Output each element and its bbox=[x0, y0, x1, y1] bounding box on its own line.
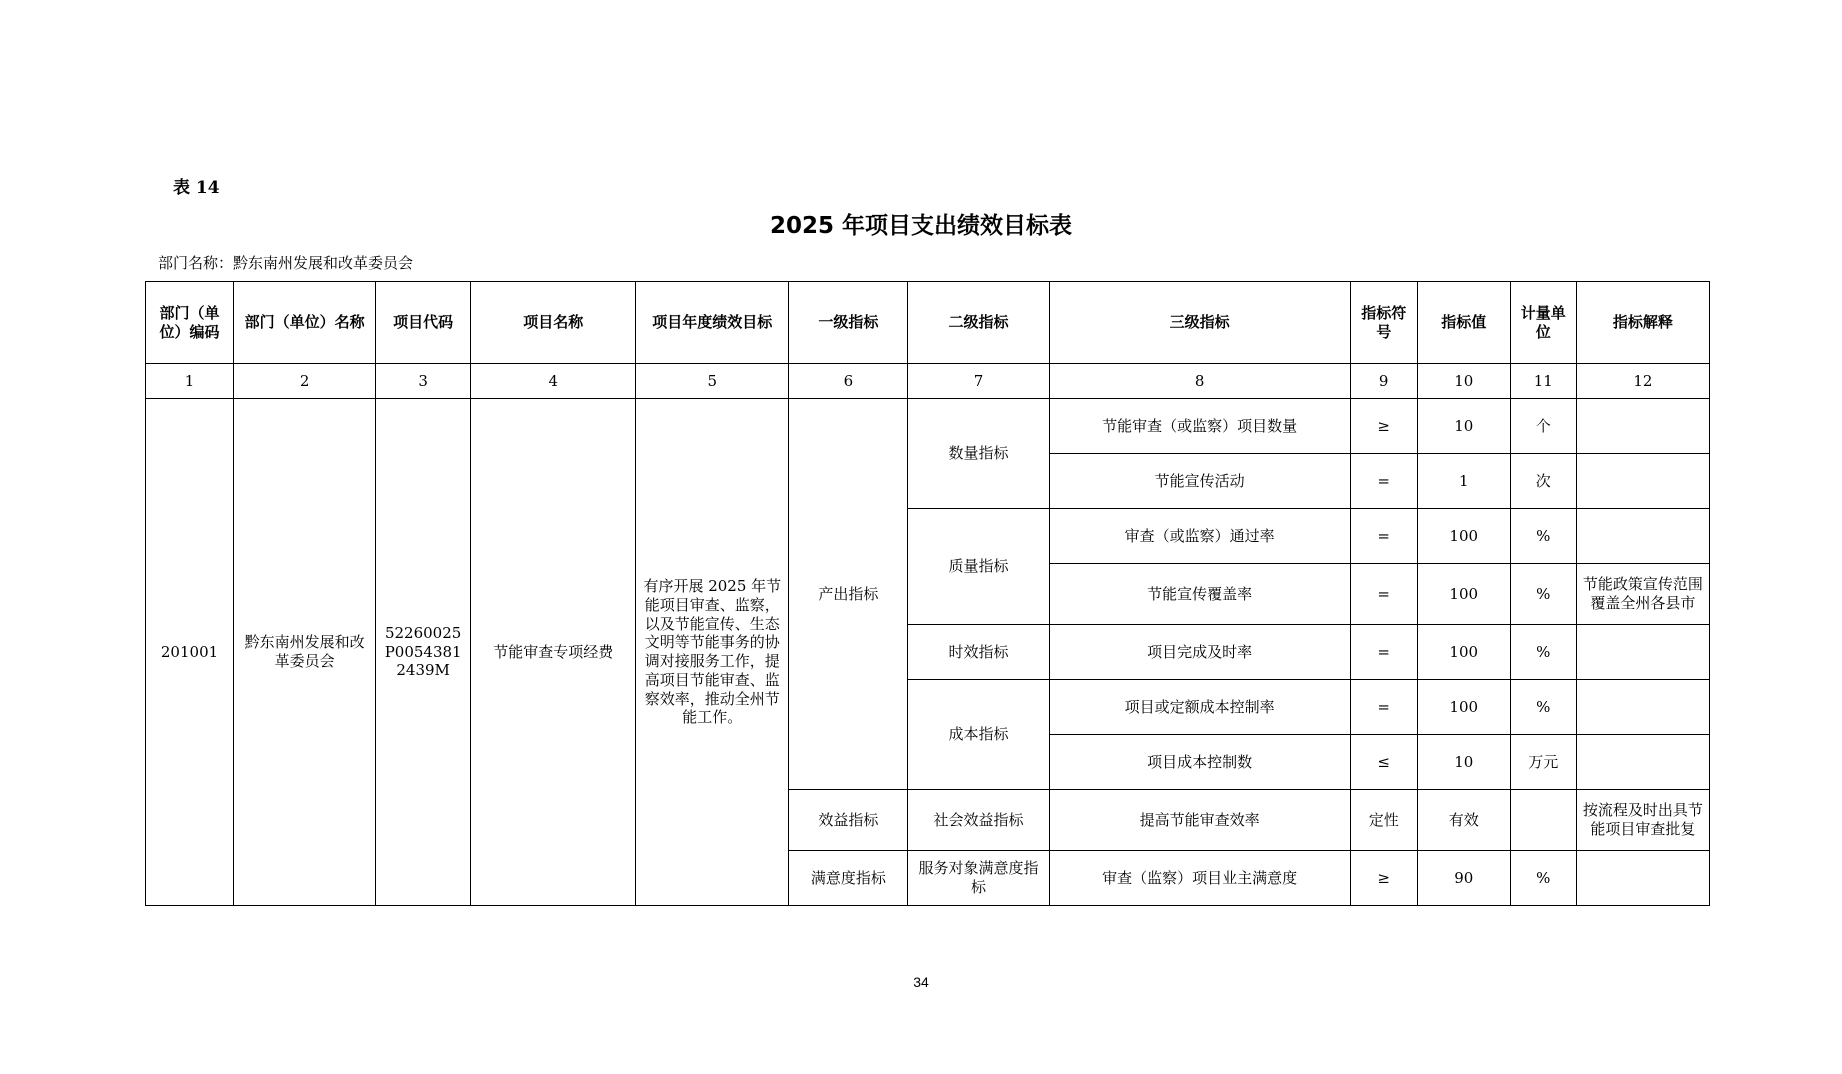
unit-cell bbox=[1510, 790, 1576, 851]
indicator-cell: 项目完成及时率 bbox=[1049, 625, 1350, 680]
header-annual-goal: 项目年度绩效目标 bbox=[636, 282, 789, 364]
indicator-cell: 审查（或监察）通过率 bbox=[1049, 509, 1350, 564]
symbol-cell: ≥ bbox=[1350, 851, 1417, 906]
department-line: 部门名称：黔东南州发展和改革委员会 bbox=[158, 254, 414, 272]
header-level1: 一级指标 bbox=[789, 282, 908, 364]
symbol-cell: = bbox=[1350, 454, 1417, 509]
indicator-cell: 审查（监察）项目业主满意度 bbox=[1049, 851, 1350, 906]
level2-quantity-cell: 数量指标 bbox=[908, 399, 1049, 509]
explain-cell: 按流程及时出具节能项目审查批复 bbox=[1576, 790, 1709, 851]
level1-output-cell: 产出指标 bbox=[789, 399, 908, 790]
explain-cell: 节能政策宣传范围覆盖全州各县市 bbox=[1576, 564, 1709, 625]
unit-cell: % bbox=[1510, 680, 1576, 735]
value-cell: 10 bbox=[1417, 399, 1510, 454]
header-dept-code: 部门（单位）编码 bbox=[146, 282, 234, 364]
annual-goal-cell: 有序开展 2025 年节能项目审查、监察，以及节能宣传、生态文明等节能事务的协调对接服务工作，提高项目节能审查、监察效率，推动全州节能工作。 bbox=[636, 399, 789, 906]
indicator-cell: 项目成本控制数 bbox=[1049, 735, 1350, 790]
index-cell: 4 bbox=[471, 364, 636, 399]
level2-timeliness-cell: 时效指标 bbox=[908, 625, 1049, 680]
index-cell: 5 bbox=[636, 364, 789, 399]
header-project-name: 项目名称 bbox=[471, 282, 636, 364]
indicator-cell: 节能宣传覆盖率 bbox=[1049, 564, 1350, 625]
header-level3: 三级指标 bbox=[1049, 282, 1350, 364]
level2-social-cell: 社会效益指标 bbox=[908, 790, 1049, 851]
symbol-cell: = bbox=[1350, 564, 1417, 625]
unit-cell: 次 bbox=[1510, 454, 1576, 509]
performance-table bbox=[145, 281, 1710, 906]
index-cell: 10 bbox=[1417, 364, 1510, 399]
symbol-cell: = bbox=[1350, 509, 1417, 564]
level1-satisfaction-cell: 满意度指标 bbox=[789, 851, 908, 906]
header-symbol: 指标符号 bbox=[1350, 282, 1417, 364]
header-unit: 计量单位 bbox=[1510, 282, 1576, 364]
header-level2: 二级指标 bbox=[908, 282, 1049, 364]
level2-cost-cell: 成本指标 bbox=[908, 680, 1049, 790]
project-name-cell: 节能审查专项经费 bbox=[471, 399, 636, 906]
value-cell: 90 bbox=[1417, 851, 1510, 906]
unit-cell: % bbox=[1510, 625, 1576, 680]
dept-code-cell: 201001 bbox=[146, 399, 234, 906]
index-cell: 11 bbox=[1510, 364, 1576, 399]
value-cell: 10 bbox=[1417, 735, 1510, 790]
unit-cell: 个 bbox=[1510, 399, 1576, 454]
symbol-cell: 定性 bbox=[1350, 790, 1417, 851]
explain-cell bbox=[1576, 454, 1709, 509]
level1-benefit-cell: 效益指标 bbox=[789, 790, 908, 851]
header-explain: 指标解释 bbox=[1576, 282, 1709, 364]
value-cell: 100 bbox=[1417, 509, 1510, 564]
index-cell: 9 bbox=[1350, 364, 1417, 399]
explain-cell bbox=[1576, 399, 1709, 454]
table-label: 表 14 bbox=[173, 178, 220, 198]
unit-cell: % bbox=[1510, 564, 1576, 625]
dept-name-cell: 黔东南州发展和改革委员会 bbox=[234, 399, 376, 906]
page-number: 34 bbox=[913, 974, 929, 990]
index-row bbox=[146, 364, 1710, 399]
unit-cell: % bbox=[1510, 851, 1576, 906]
index-cell: 3 bbox=[376, 364, 471, 399]
value-cell: 100 bbox=[1417, 680, 1510, 735]
index-cell: 7 bbox=[908, 364, 1049, 399]
value-cell: 有效 bbox=[1417, 790, 1510, 851]
symbol-cell: ≥ bbox=[1350, 399, 1417, 454]
header-value: 指标值 bbox=[1417, 282, 1510, 364]
value-cell: 100 bbox=[1417, 564, 1510, 625]
indicator-cell: 提高节能审查效率 bbox=[1049, 790, 1350, 851]
level2-service-cell: 服务对象满意度指标 bbox=[908, 851, 1049, 906]
explain-cell bbox=[1576, 851, 1709, 906]
symbol-cell: ≤ bbox=[1350, 735, 1417, 790]
header-dept-name: 部门（单位）名称 bbox=[234, 282, 376, 364]
value-cell: 100 bbox=[1417, 625, 1510, 680]
level2-quality-cell: 质量指标 bbox=[908, 509, 1049, 625]
page-title: 2025 年项目支出绩效目标表 bbox=[769, 213, 1073, 239]
indicator-cell: 项目或定额成本控制率 bbox=[1049, 680, 1350, 735]
unit-cell: 万元 bbox=[1510, 735, 1576, 790]
index-cell: 1 bbox=[146, 364, 234, 399]
unit-cell: % bbox=[1510, 509, 1576, 564]
symbol-cell: = bbox=[1350, 625, 1417, 680]
table-row bbox=[146, 399, 1710, 454]
header-project-code: 项目代码 bbox=[376, 282, 471, 364]
symbol-cell: = bbox=[1350, 680, 1417, 735]
index-cell: 2 bbox=[234, 364, 376, 399]
value-cell: 1 bbox=[1417, 454, 1510, 509]
header-row bbox=[146, 282, 1710, 364]
explain-cell bbox=[1576, 509, 1709, 564]
indicator-cell: 节能宣传活动 bbox=[1049, 454, 1350, 509]
explain-cell bbox=[1576, 680, 1709, 735]
index-cell: 8 bbox=[1049, 364, 1350, 399]
explain-cell bbox=[1576, 735, 1709, 790]
explain-cell bbox=[1576, 625, 1709, 680]
project-code-cell: 52260025P00543812439M bbox=[376, 399, 471, 906]
index-cell: 6 bbox=[789, 364, 908, 399]
index-cell: 12 bbox=[1576, 364, 1709, 399]
indicator-cell: 节能审查（或监察）项目数量 bbox=[1049, 399, 1350, 454]
